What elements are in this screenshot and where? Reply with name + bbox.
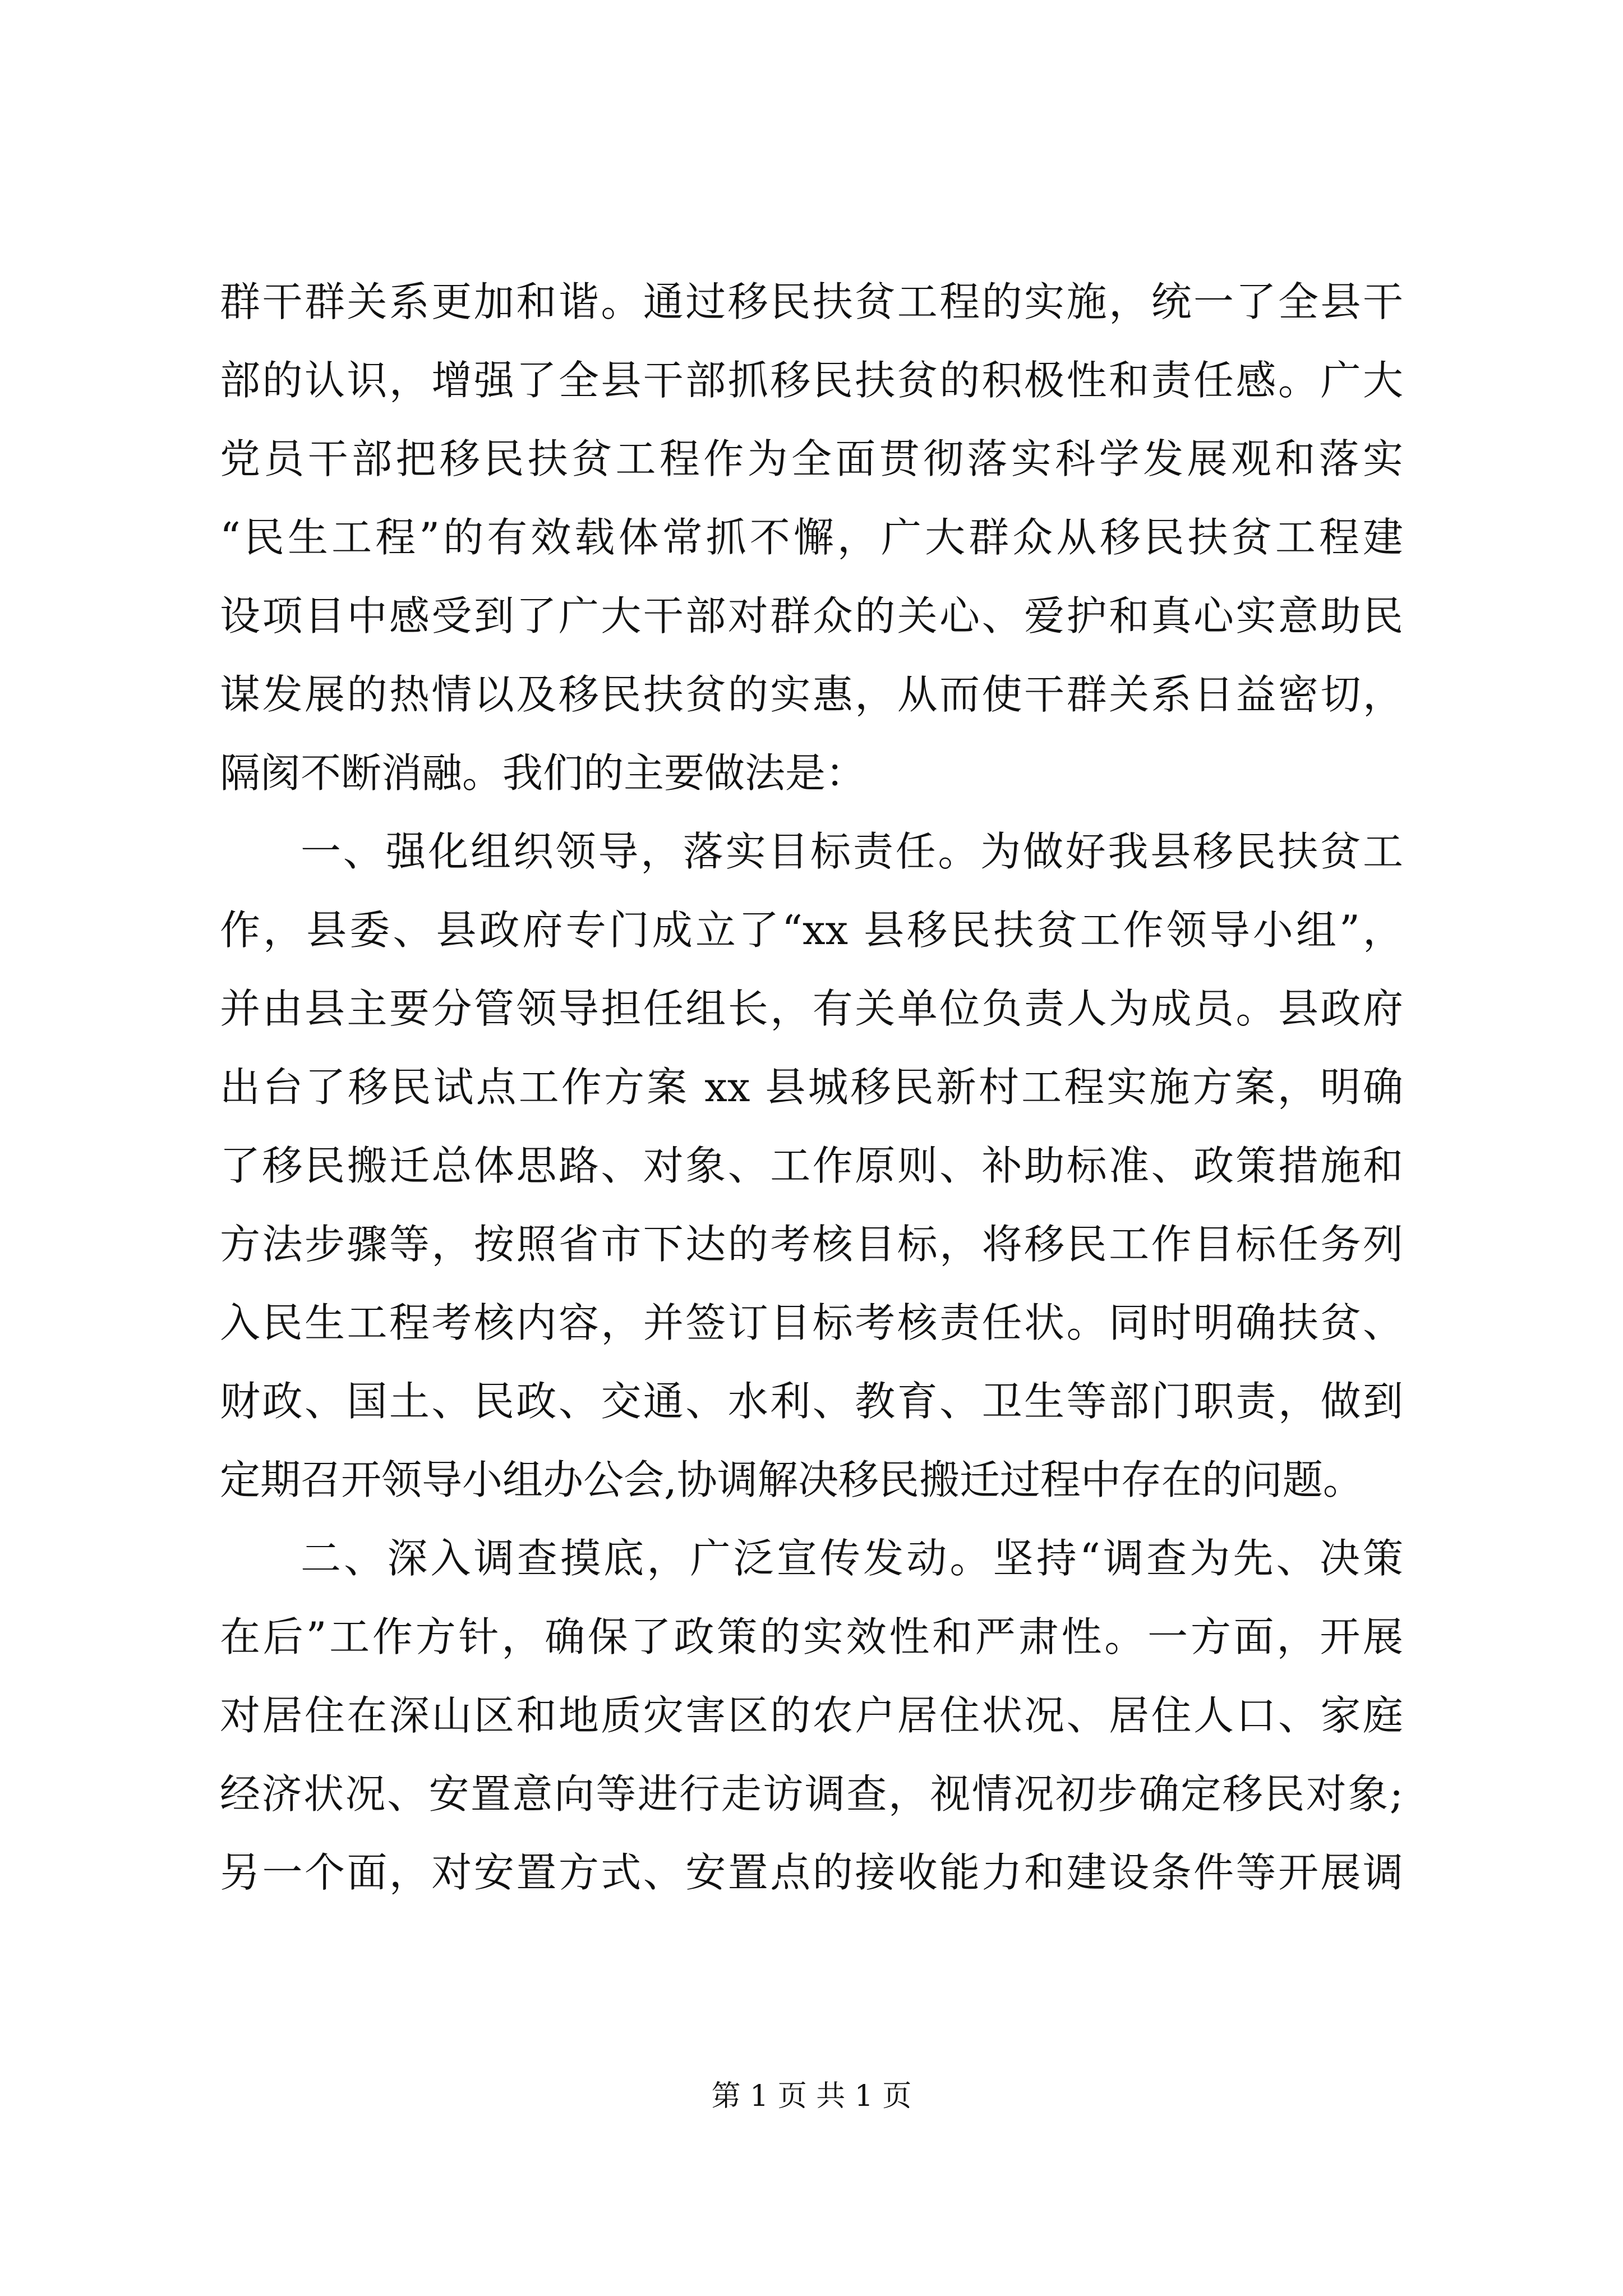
- text-line-19: 对居住在深山区和地质灾害区的农户居住状况、居住人口、家庭: [220, 1692, 1403, 1739]
- text-line-20: 经济状况、安置意向等进行走访调查，视情况初步确定移民对象;: [220, 1770, 1403, 1818]
- text-line-1: 群干群关系更加和谐。通过移民扶贫工程的实施，统一了全县干: [220, 278, 1403, 325]
- text-line-12: 了移民搬迁总体思路、对象、工作原则、补助标准、政策措施和: [220, 1142, 1403, 1189]
- text-line-7: 隔阂不断消融。我们的主要做法是：: [220, 749, 866, 797]
- document-body: [220, 263, 1403, 1912]
- text-line-18: 在后”工作方针，确保了政策的实效性和严肃性。一方面，开展: [220, 1613, 1403, 1660]
- text-line-4: “民生工程”的有效载体常抓不懈，广大群众从移民扶贫工程建: [220, 514, 1403, 561]
- text-line-11: 出台了移民试点工作方案 xx 县城移民新村工程实施方案，明确: [220, 1064, 1403, 1111]
- text-line-9: 作，县委、县政府专门成立了“xx 县移民扶贫工作领导小组”，: [220, 907, 1403, 954]
- text-line-16: 定期召开领导小组办公会,协调解决移民搬迁过程中存在的问题。: [220, 1456, 1363, 1503]
- text-line-17: 二、深入调查摸底，广泛宣传发动。坚持“调查为先、决策: [301, 1535, 1403, 1582]
- text-line-14: 入民生工程考核内容，并签订目标考核责任状。同时明确扶贫、: [220, 1299, 1403, 1346]
- text-line-15: 财政、国土、民政、交通、水利、教育、卫生等部门职责，做到: [220, 1378, 1403, 1425]
- text-line-5: 设项目中感受到了广大干部对群众的关心、爱护和真心实意助民: [220, 592, 1403, 639]
- text-line-6: 谋发展的热情以及移民扶贫的实惠，从而使干群关系日益密切，: [220, 671, 1403, 718]
- text-line-8: 一、强化组织领导，落实目标责任。为做好我县移民扶贫工: [301, 828, 1403, 875]
- text-line-2: 部的认识，增强了全县干部抓移民扶贫的积极性和责任感。广大: [220, 357, 1403, 404]
- page-footer: 第 1 页 共 1 页: [711, 2079, 912, 2113]
- text-line-21: 另一个面，对安置方式、安置点的接收能力和建设条件等开展调: [220, 1849, 1403, 1896]
- text-line-10: 并由县主要分管领导担任组长，有关单位负责人为成员。县政府: [220, 985, 1403, 1032]
- text-line-3: 党员干部把移民扶贫工程作为全面贯彻落实科学发展观和落实: [220, 435, 1403, 482]
- text-line-13: 方法步骤等，按照省市下达的考核目标，将移民工作目标任务列: [220, 1221, 1403, 1268]
